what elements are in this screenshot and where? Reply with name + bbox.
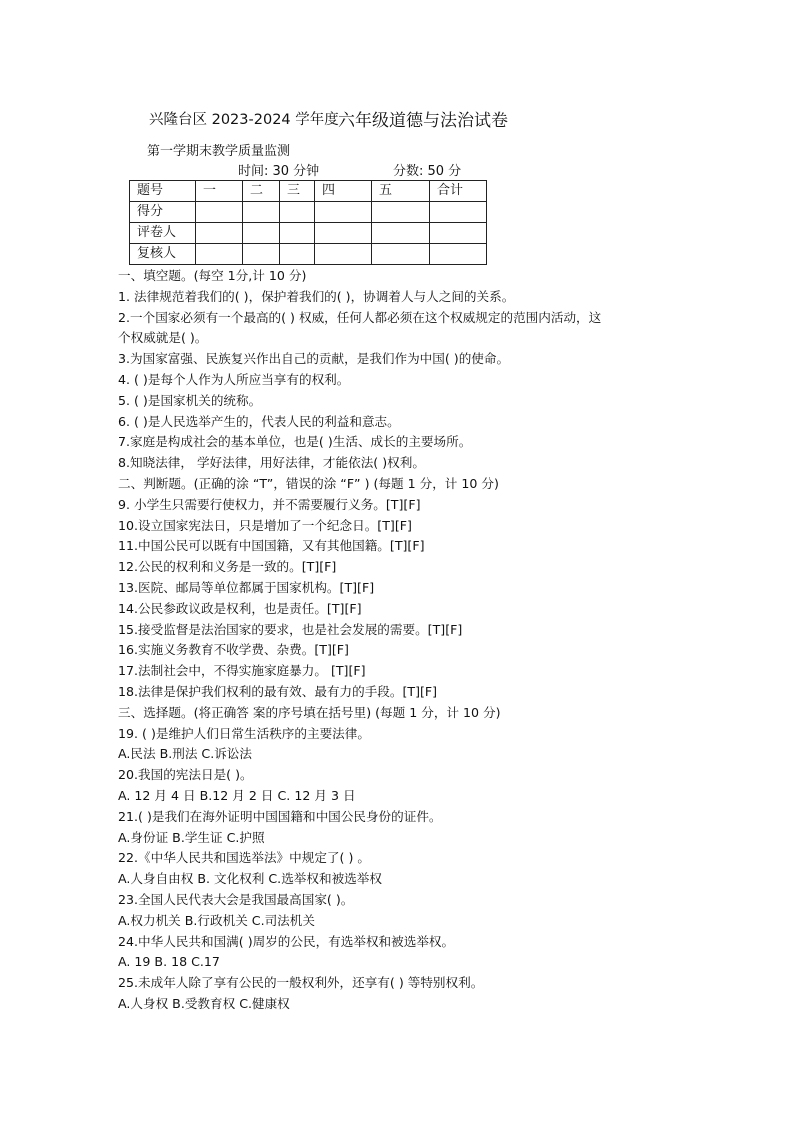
score-table-header-cell: 二 bbox=[243, 181, 280, 202]
score-cell bbox=[372, 202, 430, 223]
score-table-row bbox=[130, 223, 487, 244]
question-body bbox=[118, 266, 758, 1015]
score-table-header-cell: 五 bbox=[372, 181, 430, 202]
score-cell bbox=[315, 244, 372, 265]
question-line: 18.法律是保护我们权利的最有效、最有力的手段。[T][F] bbox=[118, 683, 438, 699]
question-line: 8.知晓法律， 学好法律，用好法律，才能依法( )权利。 bbox=[118, 455, 425, 471]
question-line: 2.一个国家必须有一个最高的( ) 权威，任何人都必须在这个权威规定的范围内活动，这 bbox=[118, 309, 602, 325]
section-heading-fill-blank: 一、填空题。(每空 1分,计 10 分) bbox=[118, 268, 307, 283]
answer-options: A. 19 B. 18 C.17 bbox=[118, 954, 220, 970]
question-line: 14.公民参政议政是权利，也是责任。[T][F] bbox=[118, 600, 362, 616]
section-heading-multiple-choice: 三、选择题。(将正确答 案的序号填在括号里) (每题 1 分，计 10 分) bbox=[118, 704, 501, 720]
score-cell bbox=[430, 223, 487, 244]
score-cell bbox=[280, 223, 315, 244]
score-cell bbox=[196, 202, 243, 223]
score-cell bbox=[430, 202, 487, 223]
score-cell bbox=[243, 223, 280, 244]
score-table-header-cell: 四 bbox=[315, 181, 372, 202]
score-table bbox=[129, 180, 487, 265]
score-table-header-cell: 题号 bbox=[130, 181, 196, 202]
question-line: 10.设立国家宪法日，只是增加了一个纪念日。[T][F] bbox=[118, 517, 412, 533]
answer-options: A.人身权 B.受教育权 C.健康权 bbox=[118, 995, 290, 1011]
answer-options: A.人身自由权 B. 文化权利 C.选举权和被选举权 bbox=[118, 871, 382, 887]
exam-total-score: 分数: 50 分 bbox=[393, 164, 462, 179]
answer-options: A.身份证 B.学生证 C.护照 bbox=[118, 829, 265, 845]
section-heading-true-false: 二、判断题。(正确的涂 “T”，错误的涂 “F” ) (每题 1 分，计 10 分) bbox=[118, 475, 499, 491]
score-table-row bbox=[130, 244, 487, 265]
score-cell bbox=[430, 244, 487, 265]
answer-options: A. 12 月 4 日 B.12 月 2 日 C. 12 月 3 日 bbox=[118, 787, 356, 803]
score-table-header-cell: 合计 bbox=[430, 181, 487, 202]
exam-subtitle: 第一学期末教学质量监测 bbox=[147, 144, 291, 159]
score-cell bbox=[196, 223, 243, 244]
score-table-row-label: 复核人 bbox=[130, 244, 196, 265]
score-cell bbox=[243, 244, 280, 265]
score-table-header-cell: 三 bbox=[280, 181, 315, 202]
question-line: 17.法制社会中，不得实施家庭暴力。 [T][F] bbox=[118, 663, 366, 679]
exam-time: 时间: 30 分钟 bbox=[238, 164, 320, 179]
question-line: 12.公民的权利和义务是一致的。[T][F] bbox=[118, 559, 337, 575]
score-cell bbox=[280, 202, 315, 223]
score-cell bbox=[196, 244, 243, 265]
question-line: 1. 法律规范着我们的( )，保护着我们的( )，协调着人与人之间的关系。 bbox=[118, 288, 515, 304]
question-line: 5. ( )是国家机关的统称。 bbox=[118, 392, 262, 408]
score-cell bbox=[372, 244, 430, 265]
question-line: 11.中国公民可以既有中国国籍，又有其他国籍。[T][F] bbox=[118, 538, 425, 554]
answer-options: A.权力机关 B.行政机关 C.司法机关 bbox=[118, 912, 315, 928]
answer-options: A.民法 B.刑法 C.诉讼法 bbox=[118, 746, 252, 762]
score-cell bbox=[315, 202, 372, 223]
question-line: 9. 小学生只需要行使权力，并不需要履行义务。[T][F] bbox=[118, 496, 421, 512]
time-score-bar bbox=[238, 160, 462, 179]
question-line: 4. ( )是每个人作为人所应当享有的权利。 bbox=[118, 371, 350, 387]
score-table-row-label: 评卷人 bbox=[130, 223, 196, 244]
question-line: 21.( )是我们在海外证明中国国籍和中国公民身份的证件。 bbox=[118, 808, 442, 824]
score-cell bbox=[243, 202, 280, 223]
question-line: 20.我国的宪法日是( )。 bbox=[118, 767, 253, 783]
score-table-row bbox=[130, 202, 487, 223]
exam-title-district: 兴隆台区 2023-2024 学年度 bbox=[149, 112, 339, 128]
score-cell bbox=[280, 244, 315, 265]
score-cell bbox=[372, 223, 430, 244]
question-line: 16.实施义务教育不收学费、杂费。[T][F] bbox=[118, 642, 349, 658]
question-line: 22.《中华人民共和国选举法》中规定了( ) 。 bbox=[118, 850, 370, 866]
question-line: 15.接受监督是法治国家的要求，也是社会发展的需要。[T][F] bbox=[118, 621, 463, 637]
score-table-header-row bbox=[130, 181, 487, 202]
question-line: 23.全国人民代表大会是我国最高国家( )。 bbox=[118, 891, 354, 907]
question-line: 19. ( )是维护人们日常生活秩序的主要法律。 bbox=[118, 725, 370, 741]
question-line: 个权威就是( )。 bbox=[118, 330, 208, 346]
question-line: 3.为国家富强、民族复兴作出自己的贡献，是我们作为中国( )的使命。 bbox=[118, 351, 510, 367]
question-line: 13.医院、邮局等单位都属于国家机构。[T][F] bbox=[118, 579, 375, 595]
score-cell bbox=[315, 223, 372, 244]
question-line: 25.未成年人除了享有公民的一般权利外，还享有( ) 等特别权利。 bbox=[118, 975, 484, 991]
question-line: 6. ( )是人民选举产生的，代表人民的利益和意志。 bbox=[118, 413, 400, 429]
score-table-row-label: 得分 bbox=[130, 202, 196, 223]
exam-title-subject: 六年级道德与法治试卷 bbox=[338, 111, 508, 131]
question-line: 24.中华人民共和国满( )周岁的公民，有选举权和被选举权。 bbox=[118, 933, 455, 949]
score-table-header-cell: 一 bbox=[196, 181, 243, 202]
question-line: 7.家庭是构成社会的基本单位，也是( )生活、成长的主要场所。 bbox=[118, 434, 472, 450]
